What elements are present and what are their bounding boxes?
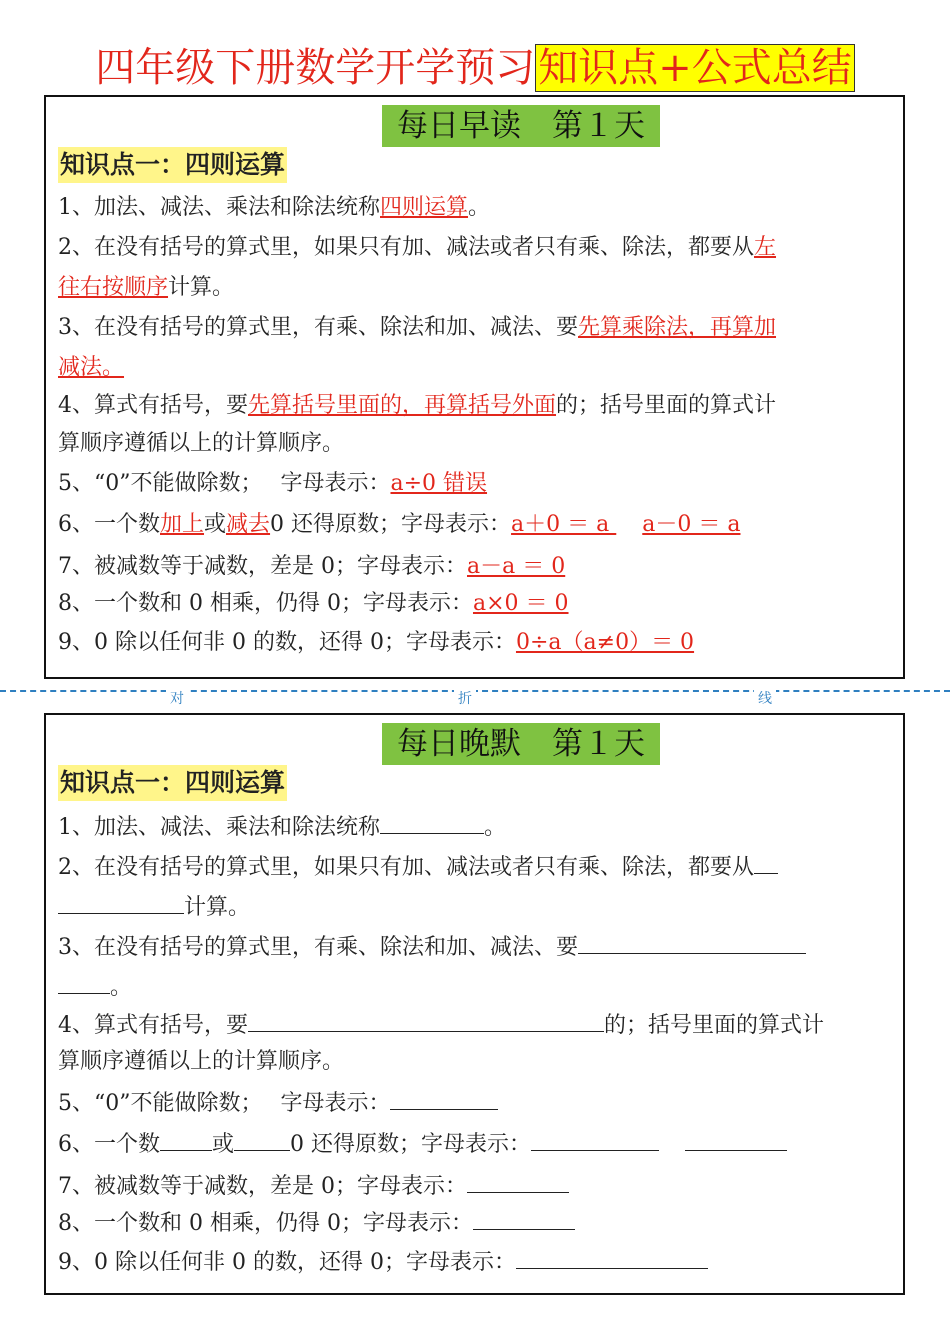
answer-blank[interactable] xyxy=(390,1087,498,1110)
evening-line-7 xyxy=(58,1170,569,1202)
answer-blank[interactable] xyxy=(754,851,778,874)
answer-text: 左 xyxy=(754,235,777,260)
fold-label-2: 折 xyxy=(454,688,476,708)
line-text: 。 xyxy=(484,815,507,840)
line-text: 计算。 xyxy=(184,895,251,920)
line-text: 6、一个数 xyxy=(58,512,160,537)
title-main: 四年级下册数学开学预习 xyxy=(95,45,536,91)
answer-blank[interactable] xyxy=(58,891,184,914)
evening-line-1 xyxy=(58,811,506,843)
evening-line-6 xyxy=(58,1128,787,1160)
answer-blank[interactable] xyxy=(467,1170,569,1193)
line-text: 6、一个数 xyxy=(58,1132,160,1157)
morning-line-8 xyxy=(58,589,569,619)
answer-text: 先算括号里面的，再算括号外面 xyxy=(248,393,557,418)
evening-section-title: 知识点一：四则运算 xyxy=(58,765,287,801)
answer-text: 四则运算 xyxy=(380,195,469,220)
morning-line-3b xyxy=(58,353,124,383)
answer-text: a÷0 错误 xyxy=(390,471,488,496)
line-text: 9、0 除以任何非 0 的数，还得 0；字母表示： xyxy=(58,1250,516,1275)
line-text: 1、加法、减法、乘法和除法统称 xyxy=(58,195,380,220)
evening-line-4 xyxy=(58,1009,824,1041)
evening-line-5 xyxy=(58,1087,498,1119)
fold-label-3: 线 xyxy=(754,688,776,708)
evening-header: 每日晚默 第１天 xyxy=(382,723,660,765)
answer-blank[interactable] xyxy=(248,1009,604,1032)
morning-line-4 xyxy=(58,391,776,421)
answer-blank[interactable] xyxy=(516,1246,708,1269)
morning-line-4b: 算顺序遵循以上的计算顺序。 xyxy=(58,431,345,456)
answer-text: a×0 ＝ 0 xyxy=(472,591,569,616)
line-text: 8、一个数和 0 相乘，仍得 0；字母表示： xyxy=(58,591,473,616)
line-text: 。 xyxy=(468,195,491,220)
page-title xyxy=(0,40,950,96)
line-text: 0 还得原数；字母表示： xyxy=(290,1132,532,1157)
line-text: 的；括号里面的算式计 xyxy=(604,1013,825,1038)
line-text: 4、算式有括号，要 xyxy=(58,393,248,418)
evening-line-9 xyxy=(58,1246,708,1278)
line-text: 计算。 xyxy=(168,275,235,300)
evening-line-4b: 算顺序遵循以上的计算顺序。 xyxy=(58,1049,345,1074)
morning-line-6 xyxy=(58,510,740,540)
title-highlight: 知识点+公式总结 xyxy=(535,44,855,92)
fold-label-1: 对 xyxy=(166,688,188,708)
answer-blank[interactable] xyxy=(234,1128,290,1151)
evening-line-3 xyxy=(58,931,806,963)
answer-text: 先算乘除法，再算加 xyxy=(578,315,777,340)
answer-blank[interactable] xyxy=(380,811,484,834)
evening-dictation-panel xyxy=(44,713,905,1295)
line-text: 7、被减数等于减数，差是 0；字母表示： xyxy=(58,1174,467,1199)
line-text: 或 xyxy=(212,1132,235,1157)
evening-line-2b xyxy=(58,891,250,923)
answer-text: 减去 xyxy=(226,512,271,537)
evening-line-2 xyxy=(58,851,778,883)
line-text: 4、算式有括号，要 xyxy=(58,1013,248,1038)
morning-line-3 xyxy=(58,313,776,343)
line-text: 5、“0”不能做除数； 字母表示： xyxy=(58,1091,391,1116)
answer-blank[interactable] xyxy=(578,931,806,954)
line-text: 2、在没有括号的算式里，如果只有加、减法或者只有乘、除法，都要从 xyxy=(58,855,754,880)
answer-blank[interactable] xyxy=(531,1128,659,1151)
line-text: 3、在没有括号的算式里，有乘、除法和加、减法、要 xyxy=(58,935,578,960)
answer-text: 0÷a（a≠0）＝ 0 xyxy=(515,630,695,655)
answer-blank[interactable] xyxy=(473,1207,575,1230)
morning-header: 每日早读 第１天 xyxy=(382,105,660,147)
line-text: 9、0 除以任何非 0 的数，还得 0；字母表示： xyxy=(58,630,516,655)
answer-blank[interactable] xyxy=(58,971,110,994)
answer-text: 加上 xyxy=(160,512,205,537)
line-text: 。 xyxy=(110,975,133,1000)
morning-line-7 xyxy=(58,552,565,582)
line-text: 或 xyxy=(204,512,227,537)
answer-text: a＋0 ＝ a xyxy=(511,512,617,537)
answer-text: 往右按顺序 xyxy=(58,275,169,300)
answer-text: 减法。 xyxy=(58,355,125,380)
answer-text: a－a ＝ 0 xyxy=(467,554,566,579)
line-text: 3、在没有括号的算式里，有乘、除法和加、减法、要 xyxy=(58,315,578,340)
morning-line-5 xyxy=(58,469,487,499)
evening-line-3b xyxy=(58,971,132,1003)
line-text: 的；括号里面的算式计 xyxy=(556,393,777,418)
line-text: 0 还得原数；字母表示： xyxy=(270,512,512,537)
line-text: 7、被减数等于减数，差是 0；字母表示： xyxy=(58,554,467,579)
answer-blank[interactable] xyxy=(160,1128,212,1151)
line-text: 8、一个数和 0 相乘，仍得 0；字母表示： xyxy=(58,1211,473,1236)
morning-line-1 xyxy=(58,193,490,223)
morning-line-2 xyxy=(58,233,776,263)
morning-line-2b xyxy=(58,273,234,303)
morning-line-9 xyxy=(58,628,694,658)
line-text: 5、“0”不能做除数； 字母表示： xyxy=(58,471,391,496)
answer-blank[interactable] xyxy=(685,1128,787,1151)
answer-text: a－0 ＝ a xyxy=(642,512,741,537)
morning-section-title: 知识点一：四则运算 xyxy=(58,147,287,183)
line-text: 2、在没有括号的算式里，如果只有加、减法或者只有乘、除法，都要从 xyxy=(58,235,754,260)
morning-reading-panel xyxy=(44,95,905,679)
line-text: 1、加法、减法、乘法和除法统称 xyxy=(58,815,380,840)
evening-line-8 xyxy=(58,1207,575,1239)
